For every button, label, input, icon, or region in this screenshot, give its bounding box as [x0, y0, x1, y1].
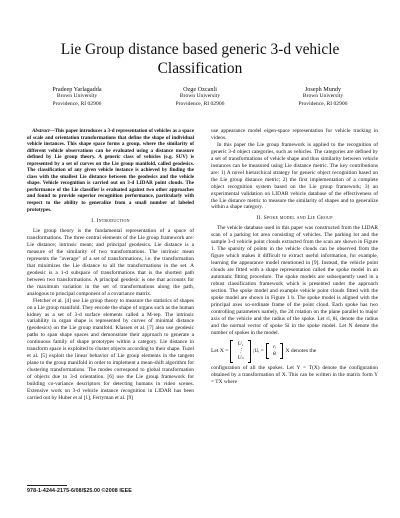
- equation-rhs: X denotes the: [285, 347, 317, 354]
- author-location: Providence, RI 02906: [298, 100, 348, 107]
- author-location: Providence, RI 02906: [52, 100, 102, 107]
- intro-paragraph-2: Fletcher et al. [4] use Lie group theory to measure the statistics of shapes on a Lie group manifold. They encode the shape of organs such as the human kidney as a set of 3-d surface elements called a M-rep. The intrinsic variability in organ shape is represented by curves of minimal distance (geodesics) on the Lie group manifold. Klassen et al. [7] also use geodesic paths to span shape spaces and demonstrate their approach to generate a continuous family of shape prototypes within a category. Lie distance in transform space is exploited to cluster objects according to their shape. Tuzel et al. [5] exploit the linear behavior of Lie group elements in the tangent plane to the group manifold in order to implement a mean-shift algorithm for clustering transformations. The modes correspond to global transformation of objects due to 3-d orientation. [6] use the Lie group framework for building co-variance descriptors for detecting humans in video scenes. Extensive work on 3-d vehicle instance recognition in LIDAR has been carried out by Huber et al [1], Ferryman et al. [9]: [27, 297, 194, 401]
- author-affiliation: Brown University: [179, 93, 221, 100]
- author-1: [22, 86, 132, 108]
- matrix-entry: U₁: [237, 340, 244, 347]
- matrix-u: [266, 343, 284, 359]
- matrix-x: [230, 340, 250, 363]
- abstract-body: —This paper introduces a 3-d representation of vehicles as a space of scale and orientation transformations that define the shape of individual vehicle instances. This shape space forms a group, where the similarity of different vehicle observations can be evaluated using a distance measure defined by Lie group theory. A generic class of vehicles (e.g. SUV) is represented by a set of curves on the Lie group manifold, called geodesics. The classification of any given vehicle instance is achieved by finding the class with the smallest Lie distance between the geodesics and the vehicle shape. Vehicle recognition is carried out on 3-d LIDAR point clouds. The performance of the Lie classifier is evaluated against two other approaches and found to provide superior recognition performance, particularly with respect to the ability to generalize from a small number of labeled prototypes.: [27, 128, 194, 213]
- copyright-footer: 978-1-4244-2175-6/08/$25.00 ©2008 IEEE: [27, 488, 132, 494]
- matrix-equation: [211, 340, 378, 363]
- right-column: [211, 128, 378, 386]
- matrix-entry: rᵢ: [273, 344, 277, 351]
- equation-middle: ;Uᵢ =: [252, 347, 264, 354]
- author-block: [22, 86, 378, 116]
- after-equation-paragraph: configuration of all the spokes. Let Y = T(X) denote the configuration obtained by a transformation of X. This can be written in the matrix form Y = TX where: [211, 364, 378, 385]
- author-affiliation: Brown University: [56, 93, 98, 100]
- equation-lhs: Let X =: [211, 347, 229, 354]
- section-heading-introduction: I. Introduction: [91, 218, 130, 225]
- spoke-paragraph: The vehicle database used in this paper was constructed from the LIDAR scan of a parking lot area consisting of vehicles. The parking lot and the sample 3-d vehicle point clouds extracted from the scan are shown in Figure 1. The sparsity of points in the vehicle clouds can be observed from the figure which makes it difficult to extract useful information, for example, learning the appearance model mentioned in [9]. Instead, the vehicle point clouds are fitted with a shape representation called the spoke model in an automatic fitting procedure. The spoke models are subsequently used in a robust classification framework which is presented under the approach section. The spoke model and example vehicle point clouds fitted with the spoke model are shown in Figure 1 b. The spoke model is aligned with the principal axes xo-ordinate frame of the point cloud. Each spoke has two controlling parameters namely, the 2d rotation on the plane parallel to major axis of the vehicle and the radius of the spoke. Let ri, θi, denote the radius and the normal vector of spoke Si in the spoke model. Let N denote the number of spokes in the model.: [211, 225, 378, 336]
- author-name: Joseph Mundy: [304, 86, 342, 93]
- author-name: Pradeep Yarlagadda: [52, 86, 102, 93]
- section-heading-spoke-model: II. Spoke model and Lie Group: [256, 215, 333, 222]
- paper-title: Lie Group distance based generic 3-d vehicle Classification: [60, 41, 340, 77]
- author-name: Ozge Ozcanli: [183, 86, 217, 93]
- matrix-entry: Uₙ: [237, 354, 244, 361]
- author-2: [145, 86, 255, 108]
- abstract: [27, 128, 194, 213]
- left-column: [27, 128, 194, 402]
- author-location: Providence, RI 02906: [175, 100, 225, 107]
- abstract-lead: Abstract: [32, 128, 50, 134]
- author-3: [268, 86, 378, 108]
- matrix-entry: θᵢ: [272, 351, 277, 358]
- footer-rule: [27, 485, 67, 486]
- continued-paragraph: use appearance model eigen-space representation for vehicle tracking in videos.: [211, 128, 378, 141]
- author-affiliation: Brown University: [302, 93, 344, 100]
- intro-paragraph-1: Lie group theory is the fundamental representation of a space of transformations. The three central elements of the Lie group framework are: Lie distance; intrinsic mean; and principal geodesics. Lie distance is a measure of the similarity of two transformations. The intrinsic mean represents the "average" of a set of transformations, i.e. the transformation that minimizes the Lie distance to all the transformations in the set. A geodesic is a 1-d subspace of transformations that is the shortest path between two transformations. A principal geodesic is one that accounts for the maximum variation in the set of transformations along the path, analogous to principal component of a covariance matrix.: [27, 228, 194, 297]
- contribution-paragraph: In this paper the Lie group framework is applied to the recognition of generic 3-d object categories, such as vehicles. The categories are defined by a set of transformations of vehicle shape and thus similarity between vehicle instances can be measured using Lie distance metric. The key contributions are: 1) A novel hierarchical strategy for generic object recognition based on the Lie group distance metric; 2) the first implementation of a complete object recognition system based on the Lie group framework; 3) an experimental validation on LIDAR vehicle database of the effectiveness of the Lie distance metric to measure the similarity of shapes and to generalize within a shape category.: [211, 141, 378, 211]
- matrix-entry: ⋮: [237, 347, 244, 354]
